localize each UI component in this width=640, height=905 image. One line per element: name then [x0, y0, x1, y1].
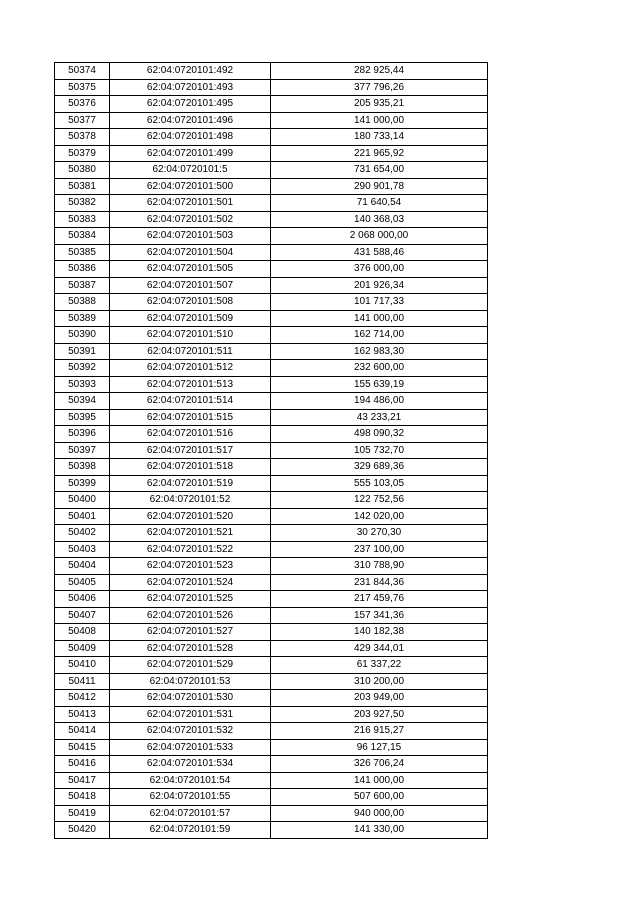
- row-number-cell: 50417: [55, 772, 110, 789]
- table-row: [55, 607, 488, 624]
- cadastral-value-cell: 376 000,00: [271, 261, 488, 278]
- row-number-cell: 50420: [55, 822, 110, 839]
- row-number-cell: 50404: [55, 558, 110, 575]
- row-number-cell: 50415: [55, 739, 110, 756]
- row-number-cell: 50386: [55, 261, 110, 278]
- table-row: [55, 409, 488, 426]
- cadastral-value-cell: 142 020,00: [271, 508, 488, 525]
- cadastral-value-cell: 221 965,92: [271, 145, 488, 162]
- cadastral-value-cell: 101 717,33: [271, 294, 488, 311]
- table-row: [55, 178, 488, 195]
- cadastral-number-cell: 62:04:0720101:516: [110, 426, 271, 443]
- row-number-cell: 50405: [55, 574, 110, 591]
- cadastral-number-cell: 62:04:0720101:526: [110, 607, 271, 624]
- table-row: [55, 558, 488, 575]
- row-number-cell: 50385: [55, 244, 110, 261]
- cadastral-value-cell: 201 926,34: [271, 277, 488, 294]
- cadastral-value-cell: 140 368,03: [271, 211, 488, 228]
- cadastral-value-cell: 237 100,00: [271, 541, 488, 558]
- cadastral-value-cell: 140 182,38: [271, 624, 488, 641]
- cadastral-value-cell: 71 640,54: [271, 195, 488, 212]
- cadastral-value-cell: 431 588,46: [271, 244, 488, 261]
- row-number-cell: 50377: [55, 112, 110, 129]
- row-number-cell: 50416: [55, 756, 110, 773]
- row-number-cell: 50406: [55, 591, 110, 608]
- cadastral-number-cell: 62:04:0720101:53: [110, 673, 271, 690]
- row-number-cell: 50413: [55, 706, 110, 723]
- cadastral-number-cell: 62:04:0720101:528: [110, 640, 271, 657]
- cadastral-number-cell: 62:04:0720101:534: [110, 756, 271, 773]
- table-row: [55, 492, 488, 509]
- cadastral-value-cell: 203 927,50: [271, 706, 488, 723]
- row-number-cell: 50418: [55, 789, 110, 806]
- table-row: [55, 393, 488, 410]
- table-row: [55, 673, 488, 690]
- table-row: [55, 459, 488, 476]
- cadastral-number-cell: 62:04:0720101:510: [110, 327, 271, 344]
- cadastral-number-cell: 62:04:0720101:55: [110, 789, 271, 806]
- row-number-cell: 50378: [55, 129, 110, 146]
- table-row: [55, 541, 488, 558]
- cadastral-number-cell: 62:04:0720101:501: [110, 195, 271, 212]
- cadastral-value-cell: 155 639,19: [271, 376, 488, 393]
- cadastral-number-cell: 62:04:0720101:518: [110, 459, 271, 476]
- table-row: [55, 327, 488, 344]
- table-row: [55, 96, 488, 113]
- cadastral-value-cell: 731 654,00: [271, 162, 488, 179]
- cadastral-number-cell: 62:04:0720101:57: [110, 805, 271, 822]
- table-row: [55, 756, 488, 773]
- table-row: [55, 195, 488, 212]
- cadastral-value-cell: 162 714,00: [271, 327, 488, 344]
- row-number-cell: 50403: [55, 541, 110, 558]
- table-body: [55, 63, 488, 839]
- row-number-cell: 50375: [55, 79, 110, 96]
- table-row: [55, 63, 488, 80]
- table-row: [55, 277, 488, 294]
- cadastral-number-cell: 62:04:0720101:527: [110, 624, 271, 641]
- cadastral-value-cell: 205 935,21: [271, 96, 488, 113]
- cadastral-number-cell: 62:04:0720101:52: [110, 492, 271, 509]
- row-number-cell: 50399: [55, 475, 110, 492]
- cadastral-value-cell: 217 459,76: [271, 591, 488, 608]
- table-row: [55, 112, 488, 129]
- cadastral-number-cell: 62:04:0720101:492: [110, 63, 271, 80]
- cadastral-number-cell: 62:04:0720101:504: [110, 244, 271, 261]
- cadastral-number-cell: 62:04:0720101:507: [110, 277, 271, 294]
- cadastral-value-cell: 157 341,36: [271, 607, 488, 624]
- cadastral-number-cell: 62:04:0720101:495: [110, 96, 271, 113]
- row-number-cell: 50388: [55, 294, 110, 311]
- cadastral-value-cell: 194 486,00: [271, 393, 488, 410]
- row-number-cell: 50400: [55, 492, 110, 509]
- cadastral-value-cell: 203 949,00: [271, 690, 488, 707]
- cadastral-number-cell: 62:04:0720101:530: [110, 690, 271, 707]
- cadastral-number-cell: 62:04:0720101:533: [110, 739, 271, 756]
- row-number-cell: 50382: [55, 195, 110, 212]
- cadastral-number-cell: 62:04:0720101:529: [110, 657, 271, 674]
- row-number-cell: 50411: [55, 673, 110, 690]
- row-number-cell: 50414: [55, 723, 110, 740]
- table-row: [55, 228, 488, 245]
- table-row: [55, 426, 488, 443]
- cadastral-number-cell: 62:04:0720101:59: [110, 822, 271, 839]
- cadastral-value-cell: 141 330,00: [271, 822, 488, 839]
- cadastral-number-cell: 62:04:0720101:524: [110, 574, 271, 591]
- cadastral-number-cell: 62:04:0720101:54: [110, 772, 271, 789]
- cadastral-number-cell: 62:04:0720101:498: [110, 129, 271, 146]
- row-number-cell: 50392: [55, 360, 110, 377]
- cadastral-value-cell: 122 752,56: [271, 492, 488, 509]
- cadastral-number-cell: 62:04:0720101:503: [110, 228, 271, 245]
- cadastral-value-cell: 141 000,00: [271, 310, 488, 327]
- table-row: [55, 343, 488, 360]
- table-row: [55, 442, 488, 459]
- row-number-cell: 50376: [55, 96, 110, 113]
- table-row: [55, 244, 488, 261]
- table-row: [55, 591, 488, 608]
- cadastral-number-cell: 62:04:0720101:521: [110, 525, 271, 542]
- row-number-cell: 50383: [55, 211, 110, 228]
- cadastral-value-cell: 429 344,01: [271, 640, 488, 657]
- row-number-cell: 50395: [55, 409, 110, 426]
- table-row: [55, 211, 488, 228]
- cadastral-number-cell: 62:04:0720101:532: [110, 723, 271, 740]
- cadastral-value-cell: 326 706,24: [271, 756, 488, 773]
- cadastral-value-table: [54, 62, 488, 839]
- cadastral-value-cell: 329 689,36: [271, 459, 488, 476]
- row-number-cell: 50391: [55, 343, 110, 360]
- cadastral-value-cell: 555 103,05: [271, 475, 488, 492]
- cadastral-number-cell: 62:04:0720101:517: [110, 442, 271, 459]
- table-row: [55, 805, 488, 822]
- cadastral-value-cell: 105 732,70: [271, 442, 488, 459]
- row-number-cell: 50396: [55, 426, 110, 443]
- cadastral-value-cell: 180 733,14: [271, 129, 488, 146]
- cadastral-number-cell: 62:04:0720101:513: [110, 376, 271, 393]
- table-row: [55, 789, 488, 806]
- cadastral-value-cell: 96 127,15: [271, 739, 488, 756]
- row-number-cell: 50374: [55, 63, 110, 80]
- row-number-cell: 50407: [55, 607, 110, 624]
- row-number-cell: 50402: [55, 525, 110, 542]
- row-number-cell: 50408: [55, 624, 110, 641]
- cadastral-number-cell: 62:04:0720101:531: [110, 706, 271, 723]
- table-row: [55, 360, 488, 377]
- table-row: [55, 475, 488, 492]
- cadastral-value-cell: 232 600,00: [271, 360, 488, 377]
- table-row: [55, 723, 488, 740]
- cadastral-value-cell: 141 000,00: [271, 112, 488, 129]
- row-number-cell: 50419: [55, 805, 110, 822]
- cadastral-value-cell: 30 270,30: [271, 525, 488, 542]
- cadastral-value-cell: 61 337,22: [271, 657, 488, 674]
- row-number-cell: 50393: [55, 376, 110, 393]
- cadastral-value-cell: 282 925,44: [271, 63, 488, 80]
- table-row: [55, 129, 488, 146]
- table-row: [55, 145, 488, 162]
- cadastral-value-cell: 377 796,26: [271, 79, 488, 96]
- table-row: [55, 739, 488, 756]
- table-row: [55, 261, 488, 278]
- row-number-cell: 50389: [55, 310, 110, 327]
- cadastral-number-cell: 62:04:0720101:493: [110, 79, 271, 96]
- table-row: [55, 294, 488, 311]
- row-number-cell: 50380: [55, 162, 110, 179]
- cadastral-value-cell: 43 233,21: [271, 409, 488, 426]
- table-row: [55, 772, 488, 789]
- row-number-cell: 50412: [55, 690, 110, 707]
- cadastral-number-cell: 62:04:0720101:523: [110, 558, 271, 575]
- cadastral-number-cell: 62:04:0720101:499: [110, 145, 271, 162]
- cadastral-number-cell: 62:04:0720101:522: [110, 541, 271, 558]
- table-row: [55, 310, 488, 327]
- cadastral-value-cell: 290 901,78: [271, 178, 488, 195]
- cadastral-value-cell: 940 000,00: [271, 805, 488, 822]
- table-row: [55, 376, 488, 393]
- table-row: [55, 706, 488, 723]
- cadastral-value-cell: 310 788,90: [271, 558, 488, 575]
- row-number-cell: 50409: [55, 640, 110, 657]
- cadastral-value-cell: 507 600,00: [271, 789, 488, 806]
- cadastral-value-cell: 310 200,00: [271, 673, 488, 690]
- cadastral-number-cell: 62:04:0720101:515: [110, 409, 271, 426]
- cadastral-value-cell: 2 068 000,00: [271, 228, 488, 245]
- cadastral-value-cell: 498 090,32: [271, 426, 488, 443]
- cadastral-value-cell: 216 915,27: [271, 723, 488, 740]
- table-row: [55, 640, 488, 657]
- row-number-cell: 50397: [55, 442, 110, 459]
- cadastral-value-cell: 231 844,36: [271, 574, 488, 591]
- row-number-cell: 50394: [55, 393, 110, 410]
- table-row: [55, 525, 488, 542]
- cadastral-number-cell: 62:04:0720101:505: [110, 261, 271, 278]
- cadastral-value-cell: 162 983,30: [271, 343, 488, 360]
- table-row: [55, 657, 488, 674]
- row-number-cell: 50384: [55, 228, 110, 245]
- table-row: [55, 508, 488, 525]
- row-number-cell: 50398: [55, 459, 110, 476]
- cadastral-number-cell: 62:04:0720101:511: [110, 343, 271, 360]
- cadastral-number-cell: 62:04:0720101:520: [110, 508, 271, 525]
- cadastral-number-cell: 62:04:0720101:514: [110, 393, 271, 410]
- table-row: [55, 79, 488, 96]
- cadastral-number-cell: 62:04:0720101:500: [110, 178, 271, 195]
- cadastral-value-cell: 141 000,00: [271, 772, 488, 789]
- row-number-cell: 50387: [55, 277, 110, 294]
- cadastral-number-cell: 62:04:0720101:519: [110, 475, 271, 492]
- table-row: [55, 574, 488, 591]
- table-row: [55, 162, 488, 179]
- cadastral-number-cell: 62:04:0720101:502: [110, 211, 271, 228]
- cadastral-number-cell: 62:04:0720101:512: [110, 360, 271, 377]
- table-row: [55, 690, 488, 707]
- cadastral-number-cell: 62:04:0720101:525: [110, 591, 271, 608]
- row-number-cell: 50410: [55, 657, 110, 674]
- row-number-cell: 50390: [55, 327, 110, 344]
- cadastral-number-cell: 62:04:0720101:5: [110, 162, 271, 179]
- cadastral-number-cell: 62:04:0720101:508: [110, 294, 271, 311]
- cadastral-number-cell: 62:04:0720101:496: [110, 112, 271, 129]
- row-number-cell: 50379: [55, 145, 110, 162]
- table-row: [55, 624, 488, 641]
- table-row: [55, 822, 488, 839]
- row-number-cell: 50401: [55, 508, 110, 525]
- row-number-cell: 50381: [55, 178, 110, 195]
- cadastral-number-cell: 62:04:0720101:509: [110, 310, 271, 327]
